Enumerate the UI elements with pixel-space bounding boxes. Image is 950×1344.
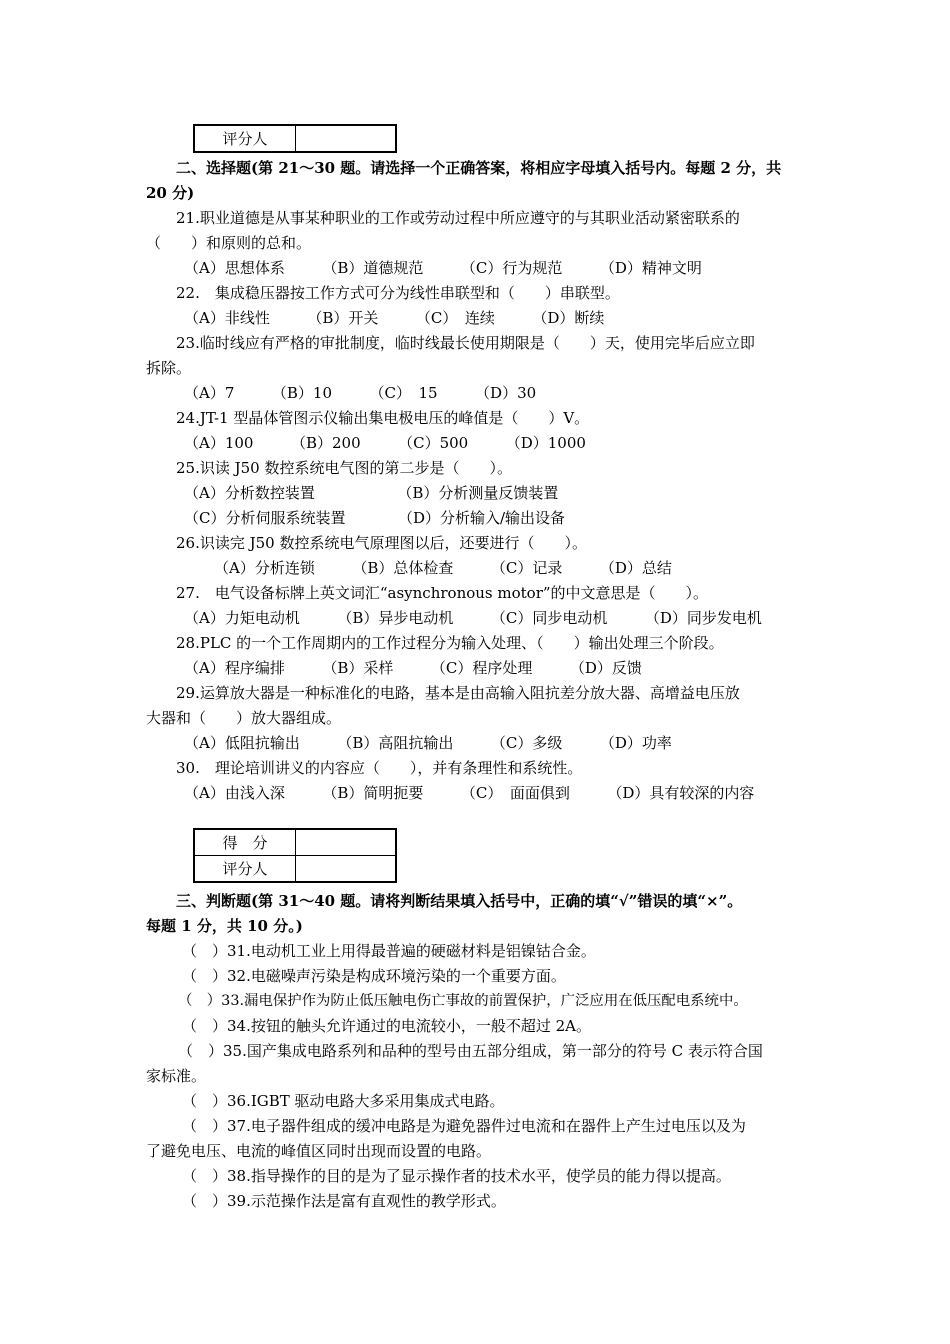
question-line: 23.临时线应有严格的审批制度，临时线最长使用期限是（ ）天，使用完毕后应立即 (176, 334, 755, 352)
judgment-line: （ ）35.国产集成电路系列和品种的型号由五部分组成，第一部分的符号 C 表示符合国 (178, 1042, 763, 1060)
reviewer-table-top (193, 124, 397, 153)
question-line: 27. 电气设备标牌上英文词汇“asynchronous motor”的中文意思是（ ）。 (176, 584, 709, 602)
option-line: （A）低阻抗输出 （B）高阻抗输出 （C）多级 （D）功率 (184, 734, 672, 752)
question-line: 22. 集成稳压器按工作方式可分为线性串联型和（ ）串联型。 (176, 284, 620, 302)
option-line: （A）程序编排 （B）采样 （C）程序处理 （D）反馈 (184, 659, 642, 677)
question-line: 26.识读完 J50 数控系统电气原理图以后，还要进行（ ）。 (176, 534, 587, 552)
score-table (193, 828, 397, 883)
judgment-line: （ ）34.按钮的触头允许通过的电流较小，一般不超过 2A。 (182, 1017, 592, 1035)
option-line: （A）力矩电动机 （B）异步电动机 （C）同步电动机 （D）同步发电机 (184, 609, 762, 627)
option-line: （A）分析连锁 （B）总体检查 （C）记录 （D）总结 (214, 559, 672, 577)
judgment-line: （ ）36.IGBT 驱动电路大多采用集成式电路。 (182, 1092, 505, 1110)
question-line: 29.运算放大器是一种标准化的电路，基本是由高输入阻抗差分放大器、高增益电压放 (176, 684, 740, 702)
option-line: （A）非线性 （B）开关 （C） 连续 （D）断续 (184, 309, 605, 327)
judgment-line: 家标准。 (146, 1067, 207, 1085)
reviewer-label: 评分人 (194, 856, 296, 883)
judgment-line: （ ）33.漏电保护作为防止低压触电伤亡事故的前置保护，广泛应用在低压配电系统中。 (178, 993, 748, 1009)
score-label: 得 分 (194, 829, 296, 856)
question-line: 24.JT-1 型晶体管图示仪输出集电极电压的峰值是（ ）V。 (176, 409, 590, 427)
question-line: 拆除。 (146, 359, 192, 377)
reviewer-value (296, 856, 397, 883)
option-line: （C）分析伺服系统装置 （D）分析输入/输出设备 (184, 509, 566, 527)
question-line: 21.职业道德是从事某种职业的工作或劳动过程中所应遵守的与其职业活动紧密联系的 (176, 209, 740, 227)
section2-heading: 二、选择题(第 21～30 题。请选择一个正确答案，将相应字母填入括号内。每题 2 分，共 (176, 159, 782, 177)
section2-heading-cont: 20 分) (146, 184, 195, 202)
question-line: 28.PLC 的一个工作周期内的工作过程分为输入处理、（ ）输出处理三个阶段。 (176, 634, 724, 652)
judgment-line: （ ）37.电子器件组成的缓冲电路是为避免器件过电流和在器件上产生过电压以及为 (182, 1117, 746, 1135)
question-line: 25.识读 J50 数控系统电气图的第二步是（ ）。 (176, 459, 512, 477)
section3-heading-cont: 每题 1 分，共 10 分。) (146, 917, 303, 935)
question-line: 30. 理论培训讲义的内容应（ ），并有条理性和系统性。 (176, 759, 583, 777)
reviewer-label: 评分人 (194, 125, 296, 152)
section3-heading: 三、判断题(第 31～40 题。请将判断结果填入括号中，正确的填“√”错误的填“×”。 (176, 892, 743, 910)
reviewer-value (296, 125, 397, 152)
option-line: （A）100 （B）200 （C）500 （D）1000 (184, 434, 586, 452)
judgment-line: （ ）38.指导操作的目的是为了显示操作者的技术水平，使学员的能力得以提高。 (182, 1167, 731, 1185)
judgment-line: （ ）31.电动机工业上用得最普遍的硬磁材料是铝镍钴合金。 (182, 942, 596, 960)
judgment-line: （ ）32.电磁噪声污染是构成环境污染的一个重要方面。 (182, 967, 566, 985)
option-line: （A）分析数控装置 （B）分析测量反馈装置 (184, 484, 559, 502)
judgment-line: 了避免电压、电流的峰值区同时出现而设置的电路。 (146, 1142, 492, 1160)
question-line: （ ）和原则的总和。 (146, 234, 312, 252)
question-line: 大器和（ ）放大器组成。 (146, 709, 342, 727)
option-line: （A）思想体系 （B）道德规范 （C）行为规范 （D）精神文明 (184, 259, 702, 277)
option-line: （A）7 （B）10 （C） 15 （D）30 (184, 384, 537, 402)
score-value (296, 829, 397, 856)
judgment-line: （ ）39.示范操作法是富有直观性的教学形式。 (182, 1192, 506, 1210)
option-line: （A）由浅入深 （B）简明扼要 （C） 面面俱到 （D）具有较深的内容 (184, 784, 755, 802)
